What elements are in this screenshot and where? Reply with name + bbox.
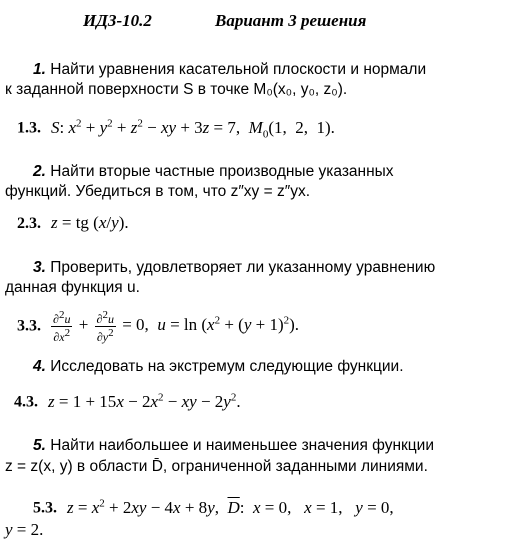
variant-title: Вариант 3 решения [215,11,367,30]
fraction-d2u-dy2: $\frac{\partial^2u}{\partial y^2}$ [96,309,114,344]
task-3-3-label: 3.3. [17,317,41,335]
task-1-statement-line2: к заданной поверхности S в точке M₀(x₀, y₀, z₀). [5,81,348,98]
task-5-statement-line1 [33,437,434,455]
task-2-number: 2. [33,163,46,180]
task-1-3-label: 1.3. [17,119,41,137]
doc-title: ИДЗ-10.2 [83,11,152,30]
task-4-3 [14,391,241,412]
task-2-statement-line1 [33,163,491,181]
fraction-d2u-dx2: $\frac{\partial^2u}{\partial x^2}$ [53,309,71,344]
task-1-3 [17,117,335,140]
task-2-statement-line2: функций. Убедиться в том, что z″xy = z″yx. [5,183,311,200]
task-4-3-label: 4.3. [14,393,38,411]
task-5-3-label: 5.3. [33,499,57,517]
task-2-text: Найти вторые частные производные указанных [50,163,394,180]
task-3-number: 3. [33,259,46,276]
task-2-3 [17,213,129,233]
task-5-statement-line2: z = z(x, y) в области D̄, ограниченной заданными линиями. [5,458,428,475]
task-3-statement-line1 [33,259,435,277]
task-5-3-expression-line2: y = 2. [5,520,44,539]
task-1-3-expression: S: $x^2 + y^2 + z^2$ − xy + 3z = 7, $M_0(1$, 2, 1). [51,117,335,141]
task-4-text: Исследовать на экстремум следующие функции. [50,358,404,375]
task-3-3-expression: $\frac{\partial^2u}{\partial x^2}$ + $\frac{\partial^2u}{\partial y^2}$ = 0, $u = \ln (x^2 + (y + 1)^2)$. [53,309,300,344]
task-3-3 [17,309,299,344]
task-1-number: 1. [33,61,46,78]
task-2-3-expression: z = tg (x/y). [51,213,129,232]
task-5-3-expression: $z = x^2 + 2xy - 4x + 8y$, $\overline{D}$: x = 0, x = 1, y = 0, [67,497,394,517]
task-4-number: 4. [33,358,46,375]
task-2-3-label: 2.3. [17,215,41,232]
task-5-number: 5. [33,437,46,454]
task-5-text: Найти наибольшее и наименьшее значения функции [50,437,435,454]
task-3-statement-line2: данная функция u. [5,279,140,296]
task-3-text: Проверить, удовлетворяет ли указанному уравнению [50,259,436,276]
task-4-statement [33,358,404,376]
task-5-3 [33,497,394,518]
task-1-text: Найти уравнения касательной плоскости и нормали [50,61,427,78]
task-1-statement-line1 [33,61,491,79]
task-4-3-expression: $z = 1 + 15x - 2x^2$ − xy − $2y^2$. [48,391,241,411]
